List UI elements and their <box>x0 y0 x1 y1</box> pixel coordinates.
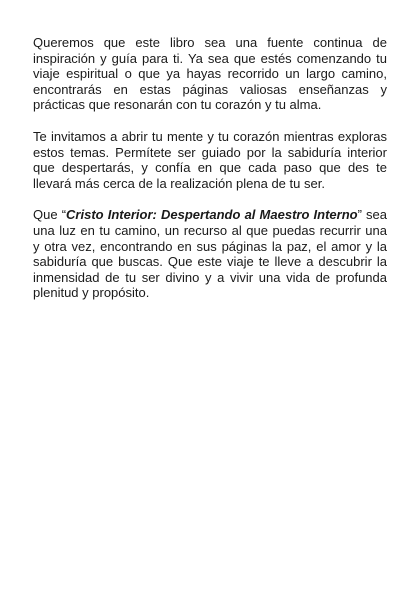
book-title: Cristo Interior: Despertando al Maestro Interno <box>66 207 358 223</box>
book-page <box>33 35 387 317</box>
paragraph-inspiration: Queremos que este libro sea una fuente continua de inspiración y guía para ti. Ya sea que estés comenzando tu viaje espiritual o que ya hayas recorrido un largo camino, encontrarás en estas páginas valiosas enseñanzas y prácticas que resonarán con tu corazón y tu alma. <box>33 35 387 113</box>
dedication-suffix: ” sea una luz en tu camino, un recurso al que puedas recurrir una y otra vez, encontrando en sus páginas la paz, el amor y la sabiduría que buscas. Que este viaje te lleve a descubrir la inmensidad de tu ser divino y a vivir una vida de profunda plenitud y propósito. <box>33 207 388 301</box>
paragraph-invitation: Te invitamos a abrir tu mente y tu corazón mientras exploras estos temas. Permítete ser guiado por la sabiduría interior que despertarás, y confía en que cada paso que des te llevará más cerca de la realización plena de tu ser. <box>33 128 387 191</box>
paragraph-dedication <box>33 207 387 301</box>
dedication-prefix: Que “ <box>33 207 67 223</box>
